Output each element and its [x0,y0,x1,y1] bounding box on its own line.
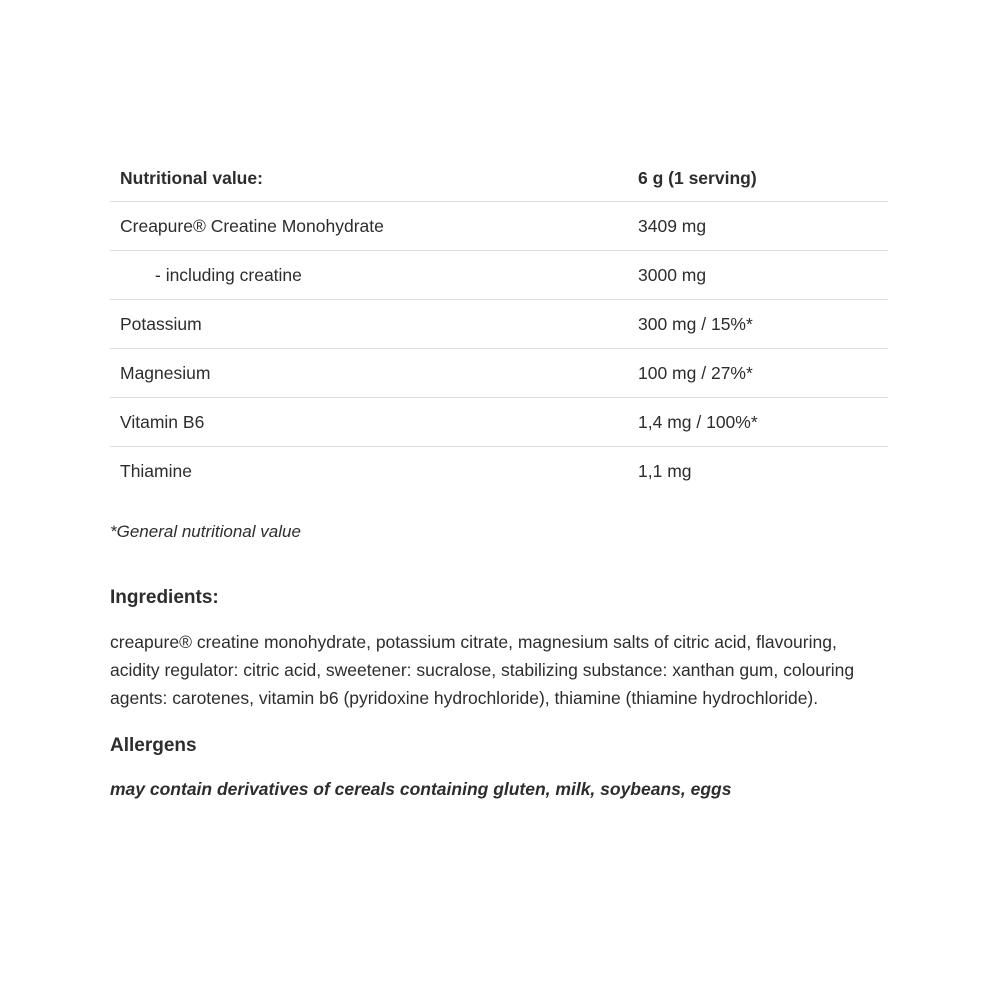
nutrient-value: 300 mg / 15%* [638,313,753,334]
nutrient-label: Thiamine [120,461,192,481]
nutrient-value: 100 mg / 27%* [638,362,753,383]
allergens-text: may contain derivatives of cereals containing gluten, milk, soybeans, eggs [110,779,732,799]
nutrition-table-header-row [110,156,888,202]
nutrition-table-header-value: 6 g (1 serving) [638,168,757,188]
ingredients-text: creapure® creatine monohydrate, potassium citrate, magnesium salts of citric acid, flavouring, acidity regulator: citric acid, sweetener: sucralose, stabilizing substance: xanthan gum, colouring agents: carotenes, vitamin b6 (pyridoxine hydrochloride), thiamine (thiamine hydrochloride). [110,632,855,708]
table-row [110,251,888,300]
nutrient-label: Magnesium [120,362,211,383]
product-info-section [110,0,888,802]
nutrient-value: 3409 mg [638,215,707,236]
table-row [110,202,888,251]
nutrition-table-header-label: Nutritional value: [120,168,263,188]
nutrient-label: Creapure® Creatine Monohydrate [120,215,384,236]
nutrient-value: 3000 mg [638,264,707,285]
table-row [110,300,888,349]
nutrient-value: 1,1 mg [638,461,692,481]
general-nutritional-value-footnote: *General nutritional value [110,522,301,541]
table-row [110,398,888,447]
nutrient-label: Vitamin B6 [120,411,205,432]
ingredients-heading: Ingredients: [110,587,219,608]
nutrient-label: - including creatine [155,264,302,285]
nutrient-value: 1,4 mg / 100%* [638,411,758,432]
nutrition-table [110,156,888,496]
nutrient-label: Potassium [120,313,202,334]
table-row [110,447,888,496]
table-row [110,349,888,398]
allergens-heading: Allergens [110,735,197,756]
